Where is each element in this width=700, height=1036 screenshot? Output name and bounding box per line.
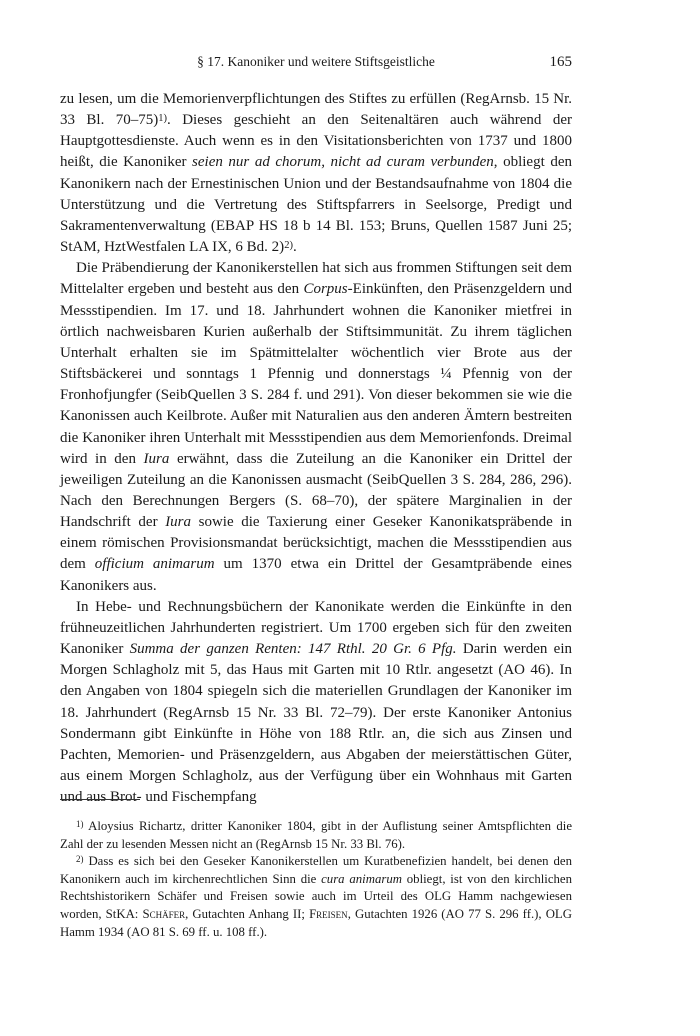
footnote: [60, 853, 572, 941]
body-paragraph: [60, 258, 572, 597]
italic-text: Iura: [165, 514, 192, 531]
body-text: [60, 89, 572, 808]
text-run: , Gutachten Anhang II;: [185, 906, 310, 921]
body-paragraph: [60, 89, 572, 258]
italic-text: Corpus: [303, 281, 348, 298]
text-run: Aloysius Richartz, dritter Kanoniker 1804, gibt in der Auflistung seiner Amtspflichten die Zahl der zu lesenden Messen nicht an (RegArnsb 15 Nr. 33 Bl. 76).: [60, 819, 572, 851]
text-run: -Einkünften, den Präsenzgeldern und Messstipendien. Im 17. und 18. Jahrhundert wohnen die Kanoniker mietfrei in örtlich nachweisbaren Kurien außerhalb der Stiftsimmunität. Zu ihrem täglichen Unterhalt erhalten sie im Spätmittelalter wöchentlich vier Brote aus der Stiftsbäckerei und sonntags 1 Pfennig und donnerstags ¼ Pfennig von der Fronhofjungfer (SeibQuellen 3 S. 284 f. und 291). Von dieser bekommen sie wie die Kanonissen auch Keilbrote. Außer mit Naturalien aus den anderen Ämtern bestreiten die Kanoniker ihren Unterhalt mit Messstipendien aus dem Memorienfonds. Dreimal wird in den: [60, 281, 572, 467]
italic-text: officium animarum: [94, 556, 215, 573]
italic-text: Summa der ganzen Renten: 147 Rthl. 20 Gr. 6 Pfg.: [129, 641, 457, 658]
text-run: Die Präbendierung der Kanonikerstellen hat sich aus frommen Stiftungen seit dem Mittelalter ergeben und besteht aus den: [60, 260, 572, 298]
italic-text: seien nur ad chorum, nicht ad curam verbunden: [192, 154, 494, 171]
text-run: erwähnt, dass die Zuteilung an die Kanoniker ein Drittel der jeweiligen Zuteilung an die Kanonissen ausmacht (SeibQuellen 3 S. 284, 286, 296). Nach den Berechnungen Bergers (S. 68–70), der spätere Marginalien in der Handschrift der: [60, 450, 573, 531]
footnote: [60, 818, 572, 853]
footnote-divider: [60, 799, 140, 800]
footnote-marker: 1): [158, 113, 168, 125]
footnote-marker: 1): [76, 819, 84, 829]
italic-text: Iura: [143, 450, 170, 467]
text-run: Darin werden ein Morgen Schlagholz mit 5, das Haus mit Garten mit 10 Rtlr. angesetzt (AO 46). In den Angaben von 1804 spiegeln sich die materiellen Grundlagen der Kanoniker im 18. Jahrhundert (RegArnsb 15 Nr. 33 Bl. 72–79). Der erste Kanoniker Antonius Sondermann gibt Einkünfte in Höhe von 188 Rtlr. an, die sich aus Zinsen und Pachten, Memorien- und Präsenzgeldern, aus Abgaben der meierstättischen Güter, aus einem Morgen Schlagholz, aus der Verfügung über ein Wohnhaus mit Garten und aus Brot- und Fischempfang: [60, 641, 572, 806]
running-title: § 17. Kanoniker und weitere Stiftsgeistliche: [197, 54, 435, 69]
text-run: zu lesen, um die Memorienverpflichtungen des Stiftes zu erfüllen (RegArnsb. 15 Nr. 33 Bl. 70–75): [60, 91, 572, 129]
footnote-marker: 2): [76, 854, 84, 865]
text-run: obliegt, ist von den kirchlichen Rechtshistorikern Schäfer und Freisen sowie auch im Urteil des OLG Hamm nachgewiesen worden, StKA:: [60, 871, 572, 921]
text-run: um 1370 etwa ein Drittel der Gesamtpräbende eines Kanonikers aus.: [60, 556, 572, 594]
small-caps-text: Schäfer: [142, 906, 186, 921]
text-run: In Hebe- und Rechnungsbüchern der Kanonikate werden die Einkünfte in den frühneuzeitlichen Jahrhunderten registriert. Um 1700 ergeben sich für den zweiten Kanoniker: [60, 598, 572, 658]
text-run: sowie die Taxierung einer Geseker Kanonikatspräbende in einem römischen Provisionsmandat berücksichtigt, machen die Messstipendien aus dem: [60, 514, 572, 573]
footnotes: [60, 818, 572, 941]
footnote-marker: 2): [284, 240, 293, 252]
small-caps-text: Freisen: [309, 906, 348, 921]
page-number: 165: [549, 54, 572, 70]
text-run: . Dieses geschieht an den Seitenaltären auch während der Hauptgottesdienste. Auch wenn es in den Visitationsberichten von 1737 und 1800 heißt, die Kanoniker: [60, 112, 572, 171]
body-paragraph: [60, 597, 572, 809]
text-run: , obliegt den Kanonikern nach der Ernestinischen Union und der Bestandsaufnahme von 1804 die Unterstützung und die Vertretung des Stiftspfarrers in Seelsorge, Predigt und Sakramentenverwaltung (EBAP HS 18 b 14 Bl. 153; Bruns, Quellen 1587 Juni 25; StAM, HztWestfalen LA IX, 6 Bd. 2): [60, 154, 572, 256]
text-run: , Gutachten 1926 (AO 77 S. 296 ff.), OLG Hamm 1934 (AO 81 S. 69 ff. u. 108 ff.).: [60, 906, 572, 939]
italic-text: cura animarum: [321, 871, 402, 886]
text-run: Dass es sich bei den Geseker Kanonikerstellen um Kuratbenefizien handelt, bei denen den Kanonikern auch im kirchenrechtlichen Sinn die: [60, 854, 572, 886]
text-run: .: [292, 239, 297, 256]
running-header: [60, 50, 572, 74]
